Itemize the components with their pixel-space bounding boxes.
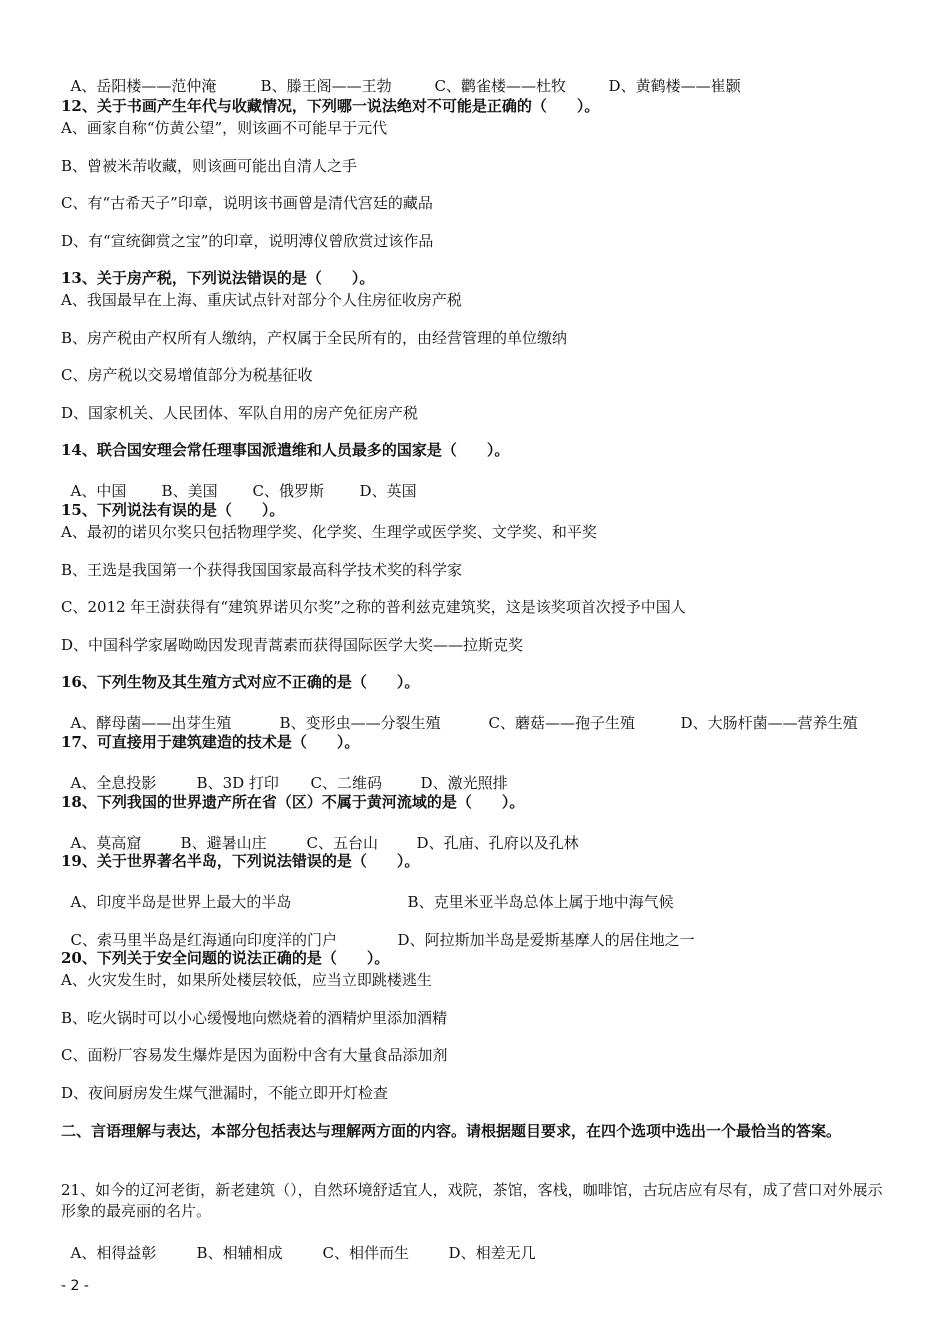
q13-option-a: A、我国最早在上海、重庆试点针对部分个人住房征收房产税 <box>61 291 462 309</box>
q11-option-b: B、滕王阁——王勃 <box>260 77 392 95</box>
q21-option-b: B、相辅相成 <box>196 1244 283 1262</box>
q17-options <box>61 755 508 793</box>
q19-option-c: C、索马里半岛是红海通向印度洋的门户 <box>70 931 338 949</box>
q15-option-c: C、2012 年王澍获得有“建筑界诺贝尔奖”之称的普利兹克建筑奖，这是该奖项首次授予中国人 <box>61 598 686 616</box>
q18-options <box>61 815 579 853</box>
q18-option-a: A、莫高窟 <box>70 834 142 852</box>
q12-option-c: C、有“古希天子”印章，说明该书画曾是清代宫廷的藏品 <box>61 194 433 212</box>
q11-options <box>61 58 741 96</box>
q19-options-row2 <box>61 912 695 950</box>
q18-option-c: C、五台山 <box>306 834 379 852</box>
q14-stem: 14、联合国安理会常任理事国派遣维和人员最多的国家是（ ）。 <box>61 441 510 459</box>
page-number: - 2 - <box>61 1278 89 1294</box>
q15-option-a: A、最初的诺贝尔奖只包括物理学奖、化学奖、生理学或医学奖、文学奖、和平奖 <box>61 523 597 541</box>
q20-option-d: D、夜间厨房发生煤气泄漏时，不能立即开灯检查 <box>61 1084 389 1102</box>
q13-option-b: B、房产税由产权所有人缴纳，产权属于全民所有的，由经营管理的单位缴纳 <box>61 329 568 347</box>
q20-option-c: C、面粉厂容易发生爆炸是因为面粉中含有大量食品添加剂 <box>61 1046 448 1064</box>
q18-option-d: D、孔庙、孔府以及孔林 <box>416 834 579 852</box>
q19-stem: 19、关于世界著名半岛，下列说法错误的是（ ）。 <box>61 852 420 870</box>
q14-options <box>61 463 417 501</box>
q12-stem: 12、关于书画产生年代与收藏情况，下列哪一说法绝对不可能是正确的（ ）。 <box>61 97 600 115</box>
q17-option-a: A、全息投影 <box>70 774 157 792</box>
q15-stem: 15、下列说法有误的是（ ）。 <box>61 501 285 519</box>
q12-option-d: D、有“宣统御赏之宝”的印章，说明溥仪曾欣赏过该作品 <box>61 232 434 250</box>
q20-option-a: A、火灾发生时，如果所处楼层较低，应当立即跳楼逃生 <box>61 971 432 989</box>
q17-stem: 17、可直接用于建筑建造的技术是（ ）。 <box>61 733 360 751</box>
q17-option-c: C、二维码 <box>310 774 383 792</box>
q19-option-b: B、克里米亚半岛总体上属于地中海气候 <box>407 893 674 911</box>
q11-option-a: A、岳阳楼——范仲淹 <box>70 77 217 95</box>
q16-option-c: C、蘑菇——孢子生殖 <box>488 714 636 732</box>
q21-option-a: A、相得益彰 <box>70 1244 157 1262</box>
q20-stem: 20、下列关于安全问题的说法正确的是（ ）。 <box>61 949 390 967</box>
q14-option-d: D、英国 <box>359 482 417 500</box>
q19-option-d: D、阿拉斯加半岛是爱斯基摩人的居住地之一 <box>397 931 695 949</box>
q18-stem: 18、下列我国的世界遗产所在省（区）不属于黄河流域的是（ ）。 <box>61 793 525 811</box>
q11-option-c: C、鹳雀楼——杜牧 <box>434 77 567 95</box>
q16-option-d: D、大肠杆菌——营养生殖 <box>680 714 858 732</box>
q12-option-b: B、曾被米芾收藏，则该画可能出自清人之手 <box>61 157 358 175</box>
q19-option-a: A、印度半岛是世界上最大的半岛 <box>70 893 292 911</box>
q20-option-b: B、吃火锅时可以小心缓慢地向燃烧着的酒精炉里添加酒精 <box>61 1009 448 1027</box>
q16-option-b: B、变形虫——分裂生殖 <box>279 714 441 732</box>
q12-option-a: A、画家自称“仿黄公望”，则该画不可能早于元代 <box>61 119 388 137</box>
q19-options-row1 <box>61 874 674 912</box>
q15-option-b: B、王选是我国第一个获得我国国家最高科学技术奖的科学家 <box>61 561 463 579</box>
q16-option-a: A、酵母菌——出芽生殖 <box>70 714 232 732</box>
q16-stem: 16、下列生物及其生殖方式对应不正确的是（ ）。 <box>61 673 420 691</box>
q17-option-d: D、激光照排 <box>420 774 508 792</box>
q21-options <box>61 1225 536 1263</box>
q13-option-c: C、房产税以交易增值部分为税基征收 <box>61 366 313 384</box>
q21-stem: 21、如今的辽河老街，新老建筑（），自然环境舒适宜人，戏院，茶馆，客栈，咖啡馆，古玩店应有尽有，成了营口对外展示形象的最亮丽的名片。 <box>61 1181 883 1220</box>
q13-option-d: D、国家机关、人民团体、军队自用的房产免征房产税 <box>61 404 419 422</box>
q14-option-a: A、中国 <box>70 482 127 500</box>
q11-option-d: D、黄鹤楼——崔颢 <box>608 77 741 95</box>
q16-options <box>61 695 858 733</box>
q18-option-b: B、避暑山庄 <box>180 834 267 852</box>
q13-stem: 13、关于房产税，下列说法错误的是（ ）。 <box>61 269 375 287</box>
section-2-heading: 二、言语理解与表达，本部分包括表达与理解两方面的内容。请根据题目要求，在四个选项中选出一个最恰当的答案。 <box>61 1122 842 1140</box>
q17-option-b: B、3D 打印 <box>196 774 279 792</box>
q21-option-c: C、相伴而生 <box>322 1244 410 1262</box>
q21-option-d: D、相差无几 <box>448 1244 536 1262</box>
q14-option-c: C、俄罗斯 <box>252 482 325 500</box>
q15-option-d: D、中国科学家屠呦呦因发现青蒿素而获得国际医学大奖——拉斯克奖 <box>61 636 524 654</box>
q14-option-b: B、美国 <box>161 482 218 500</box>
